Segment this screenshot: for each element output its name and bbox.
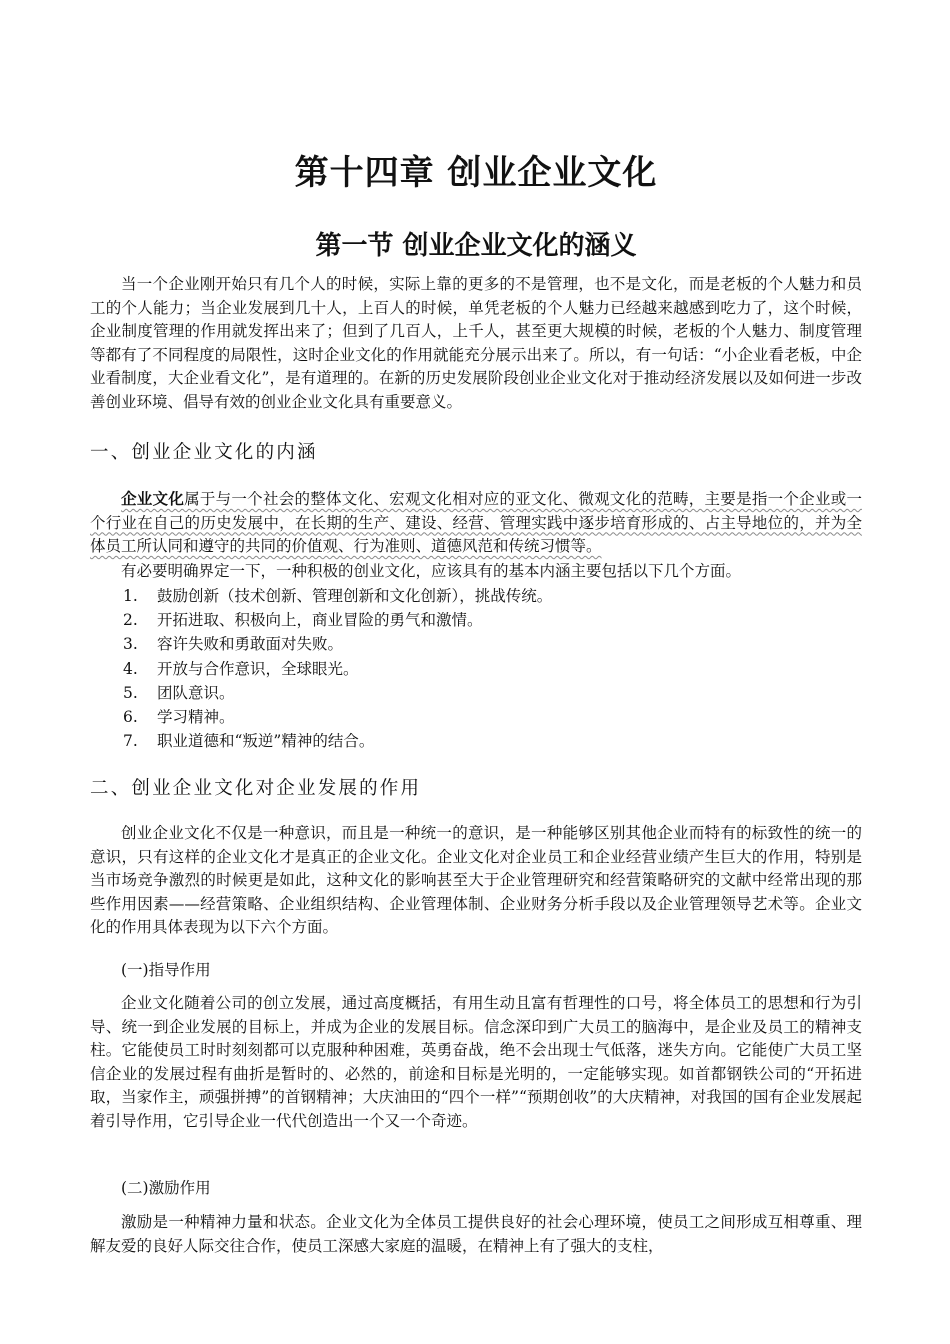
definition-text: 属于与一个社会的整体文化、宏观文化相对应的亚文化、微观文化的范畴，主要是指一个企业或一个行业在自己的历史发展中，在长期的生产、建设、经营、管理实践中逐步培育形成的、占主导地位的，并为全体员工所认同和遵守的共同的价值观、行为准则、道德风范和传统习惯等。 bbox=[90, 490, 862, 555]
list-item-text: 开放与合作意识，全球眼光。 bbox=[157, 659, 359, 678]
list-item bbox=[90, 729, 552, 753]
connotation-list bbox=[90, 584, 552, 753]
role-paragraph: 创业企业文化不仅是一种意识，而且是一种统一的意识，是一种能够区别其他企业而特有的标致性的统一的意识，只有这样的企业文化才是真正的企业文化。企业文化对企业员工和企业经营业绩产生巨大的作用，特别是当市场竞争激烈的时候更是如此，这种文化的影响甚至大于企业管理研究和经营策略研究的文献中经常出现的那些作用因素——经营策略、企业组织结构、企业管理体制、企业财务分析手段以及企业管理领导艺术等。企业文化的作用具体表现为以下六个方面。 bbox=[90, 824, 862, 936]
list-item bbox=[90, 705, 552, 729]
list-item-number: 1. bbox=[123, 587, 138, 605]
definition-paragraph bbox=[90, 487, 862, 559]
intro-paragraph: 当一个企业刚开始只有几个人的时候，实际上靠的更多的不是管理，也不是文化，而是老板的个人魅力和员工的个人能力；当企业发展到几十人，上百人的时候，单凭老板的个人魅力已经越来越感到吃力了，这个时候，企业制度管理的作用就发挥出来了；但到了几百人，上千人，甚至更大规模的时候，老板的个人魅力、制度管理等都有了不同程度的局限性，这时企业文化的作用就能充分展示出来了。所以，有一句话：“小企业看老板，中企业看制度，大企业看文化”，是有道理的。在新的历史发展阶段创业企业文化对于推动经济发展以及如何进一步改善创业环境、倡导有效的创业企业文化具有重要意义。 bbox=[90, 275, 862, 411]
list-item bbox=[90, 608, 552, 632]
list-item-text: 团队意识。 bbox=[157, 683, 235, 702]
list-intro: 有必要明确界定一下，一种积极的创业文化，应该具有的基本内涵主要包括以下几个方面。 bbox=[121, 562, 742, 580]
list-item-text: 职业道德和“叛逆”精神的结合。 bbox=[157, 732, 375, 751]
definition-term: 企业文化 bbox=[121, 489, 185, 508]
list-item-number: 7. bbox=[123, 732, 138, 751]
list-item-number: 3. bbox=[123, 635, 138, 654]
list-item-text: 鼓励创新（技术创新、管理创新和文化创新），挑战传统。 bbox=[157, 587, 553, 605]
definition-underlined bbox=[90, 490, 862, 555]
list-item-text: 容许失败和勇敢面对失败。 bbox=[157, 635, 344, 654]
list-item bbox=[90, 584, 552, 608]
list-item-number: 2. bbox=[123, 611, 138, 630]
heading-role: 二、创业企业文化对企业发展的作用 bbox=[90, 778, 422, 799]
list-item-number: 4. bbox=[123, 659, 138, 678]
heading-connotation: 一、创业企业文化的内涵 bbox=[90, 442, 318, 463]
section-title: 第一节 创业企业文化的涵义 bbox=[315, 230, 637, 261]
list-item bbox=[90, 657, 552, 681]
subheading-guide: (一)指导作用 bbox=[121, 961, 211, 979]
chapter-title: 第十四章 创业企业文化 bbox=[294, 152, 658, 193]
list-item bbox=[90, 681, 552, 705]
list-item-text: 开拓进取、积极向上，商业冒险的勇气和激情。 bbox=[157, 611, 483, 630]
list-item-number: 6. bbox=[123, 707, 138, 726]
subheading-motivate: (二)激励作用 bbox=[121, 1179, 211, 1197]
list-item-text: 学习精神。 bbox=[157, 707, 235, 726]
list-item-number: 5. bbox=[123, 683, 138, 702]
motivate-paragraph: 激励是一种精神力量和状态。企业文化为全体员工提供良好的社会心理环境，使员工之间形成互相尊重、理解友爱的良好人际交往合作，使员工深感大家庭的温暖，在精神上有了强大的支柱， bbox=[90, 1213, 862, 1255]
guide-paragraph: 企业文化随着公司的创立发展，通过高度概括，有用生动且富有哲理性的口号，将全体员工的思想和行为引导、统一到企业发展的目标上，并成为企业的发展目标。信念深印到广大员工的脑海中，是企业及员工的精神支柱。它能使员工时时刻刻都可以克服种种困难，英勇奋战，绝不会出现士气低落，迷失方向。它能使广大员工坚信企业的发展过程有曲折是暂时的、必然的，前途和目标是光明的，一定能够实现。如首都钢铁公司的“开拓进取，当家作主，顽强拼搏”的首钢精神；大庆油田的“四个一样”“预期创收”的大庆精神，对我国的国有企业发展起着引导作用，它引导企业一代代创造出一个又一个奇迹。 bbox=[90, 994, 862, 1130]
list-item bbox=[90, 632, 552, 656]
